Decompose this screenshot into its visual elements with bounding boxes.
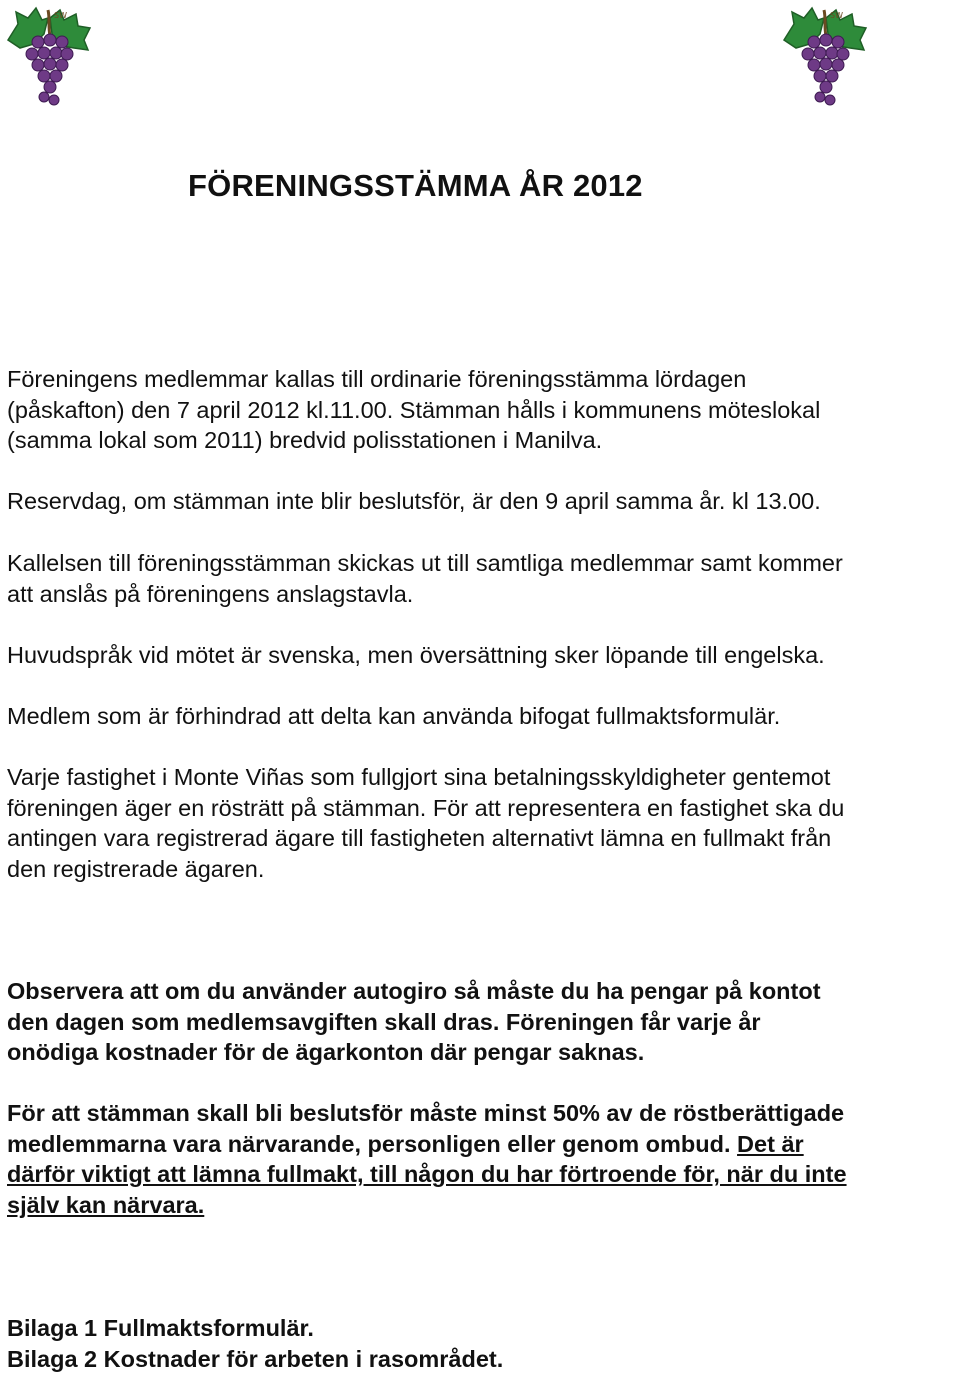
text-line: Varje fastighet i Monte Viñas som fullgjort sina betalningsskyldigheter gentemot — [7, 764, 831, 790]
paragraph-proxy-form — [7, 701, 780, 732]
underlined-text: Det är — [737, 1130, 804, 1157]
paragraph-invitation — [7, 364, 820, 456]
grape-logo-right — [780, 4, 870, 108]
attachments-list — [7, 1313, 503, 1374]
text-line: Reservdag, om stämman inte blir beslutsför, är den 9 april samma år. kl 13.00. — [7, 488, 821, 514]
text-line: (påskafton) den 7 april 2012 kl.11.00. Stämman hålls i kommunens möteslokal — [7, 396, 821, 423]
attachment-item: Bilaga 1 Fullmaktsformulär. — [7, 1315, 314, 1341]
text-line: Medlem som är förhindrad att delta kan använda bifogat fullmaktsformulär. — [7, 703, 781, 729]
attachment-item: Bilaga 2 Kostnader för arbeten i rasområdet. — [7, 1345, 504, 1372]
text-line: Föreningens medlemmar kallas till ordinarie föreningsstämma lördagen — [7, 366, 747, 392]
text-line: antingen vara registrerad ägare till fastigheten alternativt lämna en fullmakt från — [7, 825, 832, 851]
document-title: FÖRENINGSSTÄMMA ÅR 2012 — [188, 168, 643, 203]
logo-initials: SW — [54, 11, 67, 20]
text-line: den dagen som medlemsavgiften skall dras. Föreningen får varje år — [7, 1008, 761, 1035]
paragraph-notice-board — [7, 548, 843, 609]
text-line: Observera att om du använder autogiro så måste du ha pengar på kontot — [7, 978, 821, 1004]
grape-cluster-icon — [26, 34, 73, 105]
text-line: föreningen äger en rösträtt på stämman. För att representera en fastighet ska du — [7, 794, 845, 821]
text-line: För att stämman skall bli beslutsför måste minst 50% av de röstberättigade — [7, 1100, 845, 1126]
underlined-text: därför viktigt att lämna fullmakt, till någon du har förtroende för, när du inte — [7, 1161, 847, 1187]
text-line: att anslås på föreningens anslagstavla. — [7, 580, 414, 607]
text-line: onödiga kostnader för de ägarkonton där pengar saknas. — [7, 1039, 645, 1065]
logo-initials: SW — [830, 11, 843, 20]
text-line — [7, 1129, 847, 1160]
text-line: den registrerade ägaren. — [7, 855, 265, 882]
text-segment: medlemmarna vara närvarande, personligen eller genom ombud. — [7, 1130, 738, 1157]
underlined-text: själv kan närvara. — [7, 1191, 205, 1218]
grape-logo-left — [4, 4, 94, 108]
text-line: Huvudspråk vid mötet är svenska, men översättning sker löpande till engelska. — [7, 642, 825, 668]
paragraph-voting-rights — [7, 762, 844, 884]
paragraph-autogiro-notice — [7, 976, 821, 1068]
text-line: (samma lokal som 2011) bredvid polisstationen i Manilva. — [7, 427, 603, 453]
paragraph-reserve-day — [7, 486, 821, 517]
text-line: Kallelsen till föreningsstämman skickas ut till samtliga medlemmar samt kommer — [7, 550, 843, 576]
paragraph-quorum — [7, 1098, 847, 1220]
grape-cluster-icon — [802, 34, 849, 105]
paragraph-language — [7, 640, 825, 671]
